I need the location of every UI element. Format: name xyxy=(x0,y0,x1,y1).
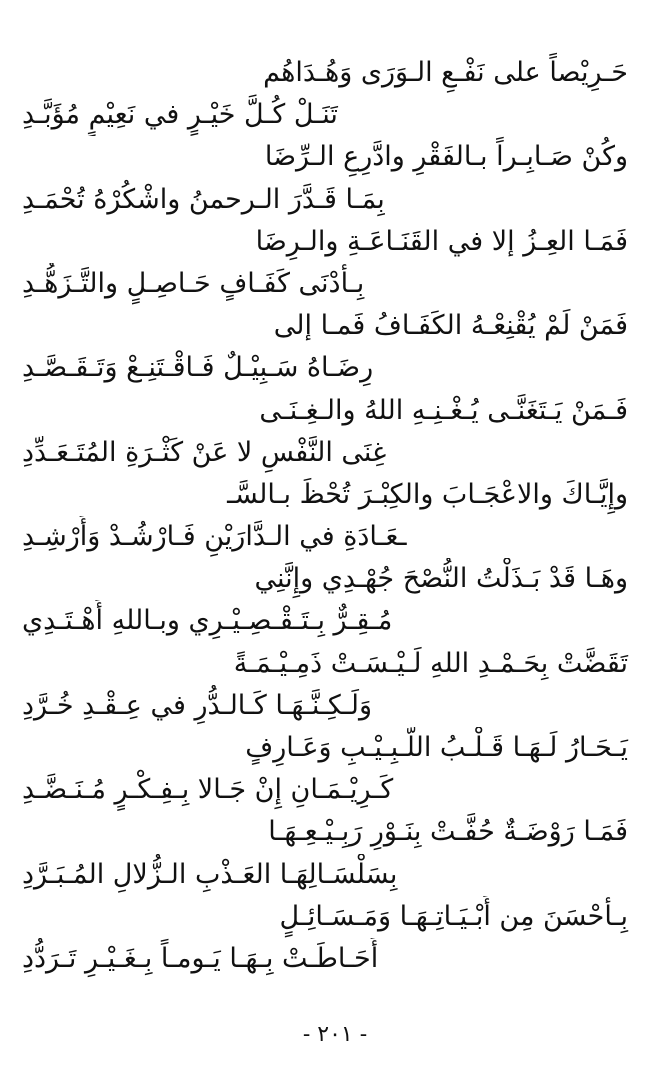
poem-line: حَـرِيْصاً على نَفْـعِ الـوَرَى وَهُـدَاهُم xyxy=(263,57,628,88)
poem-line: بِـأَحْسَنَ مِن أَبْـيَـاتِـهَـا وَمَـسَـائِـلٍ xyxy=(279,900,628,932)
poem-line: فَمَـا العِـزُ إلا في القَنَـاعَـةِ والـرِضَا xyxy=(255,225,628,257)
poem-line: بِسَلْسَـالِهَـا العَـذْبِ الـزُّلالِ المُـبَـرَّدِ xyxy=(22,858,398,890)
poem-line: غِنَى النَّفْسِ لا عَنْ كَثْـرَةِ المُتَـعَـدِّدِ xyxy=(22,436,387,468)
poem-block xyxy=(22,52,642,980)
page-number: - ٢٠١ - xyxy=(302,1022,368,1047)
poem-line: تَنَـلْ كُـلَّ خَيْـرٍ في نَعِيْمٍ مُؤَبَّـدِ xyxy=(22,99,338,131)
poem-line: وَلَـكِـنَّـهَـا كَـالـدُّرِ في عِـقْـدِ خُـرَّدِ xyxy=(22,689,372,721)
poem-line: فَمَنْ لَمْ يُقْنِعْـهُ الكَفَـافُ فَمـا إلى xyxy=(273,310,628,342)
poem-line: فَمَـا رَوْضَـةٌ حُفَّـتْ بِنَـوْرِ رَبِـيْـعِـهَـا xyxy=(268,816,628,848)
poem-line: رِضَـاهُ سَـبِيْـلٌ فَـاقْـتَنِـعْ وَتَـقَـصَّـدِ xyxy=(22,352,374,384)
poem-line: وهَـا قَدْ بَـذَلْتُ النُّصْحَ جُهْـدِي وإِنَّنِي xyxy=(254,563,628,595)
poem-line: وإِيَّـاكَ والاعْجَـابَ والكِبْـرَ تُحْظَ بـالسَّـ xyxy=(227,478,628,510)
poem-line: ـعَـادَةِ في الـدَّارَيْنِ فَـارْشُـدْ وَأَرْشِـدِ xyxy=(22,521,407,553)
poem-line: بِمَـا قَـدَّرَ الـرحمنُ واشْكُرْهُ تُحْمَـدِ xyxy=(22,183,385,215)
poem-line: مُـقِـرٌّ بِـتَـقْـصِـيْـرِي وبـاللهِ أَهْـتَـدِي xyxy=(22,605,393,637)
poem-line: بِـأَدْنَى كَفَـافٍ حَـاصِـلٍ والتَّـزَهُّـدِ xyxy=(22,267,365,299)
poem-line: تَقَضَّتْ بِحَـمْـدِ اللهِ لَـيْـسَـتْ ذَمِـيْـمَـةً xyxy=(233,647,628,679)
poem-line: يَـحَـارُ لَـهَـا قَـلْـبُ اللَّـبِـيْـبِ وَعَـارِفٍ xyxy=(245,732,628,763)
poem-line: فَـمَنْ يَـتَغَنَّـى يُـغْـنِـهِ اللهُ والـغِـنَـى xyxy=(259,394,628,426)
poem-line: أَحَـاطَـتْ بِـهَـا يَـومـاً بِـغَـيْـرِ تَـرَدُّدِ xyxy=(22,942,379,974)
poem-line: وكُنْ صَـابِـراً بـالفَقْرِ وادَّرِعِ الـرِّضَا xyxy=(264,141,628,173)
poem-line: كَـرِيْـمَـانِ إِنْ جَـالا بِـفِـكْـرٍ مُـنَـضَّـدِ xyxy=(22,774,394,806)
